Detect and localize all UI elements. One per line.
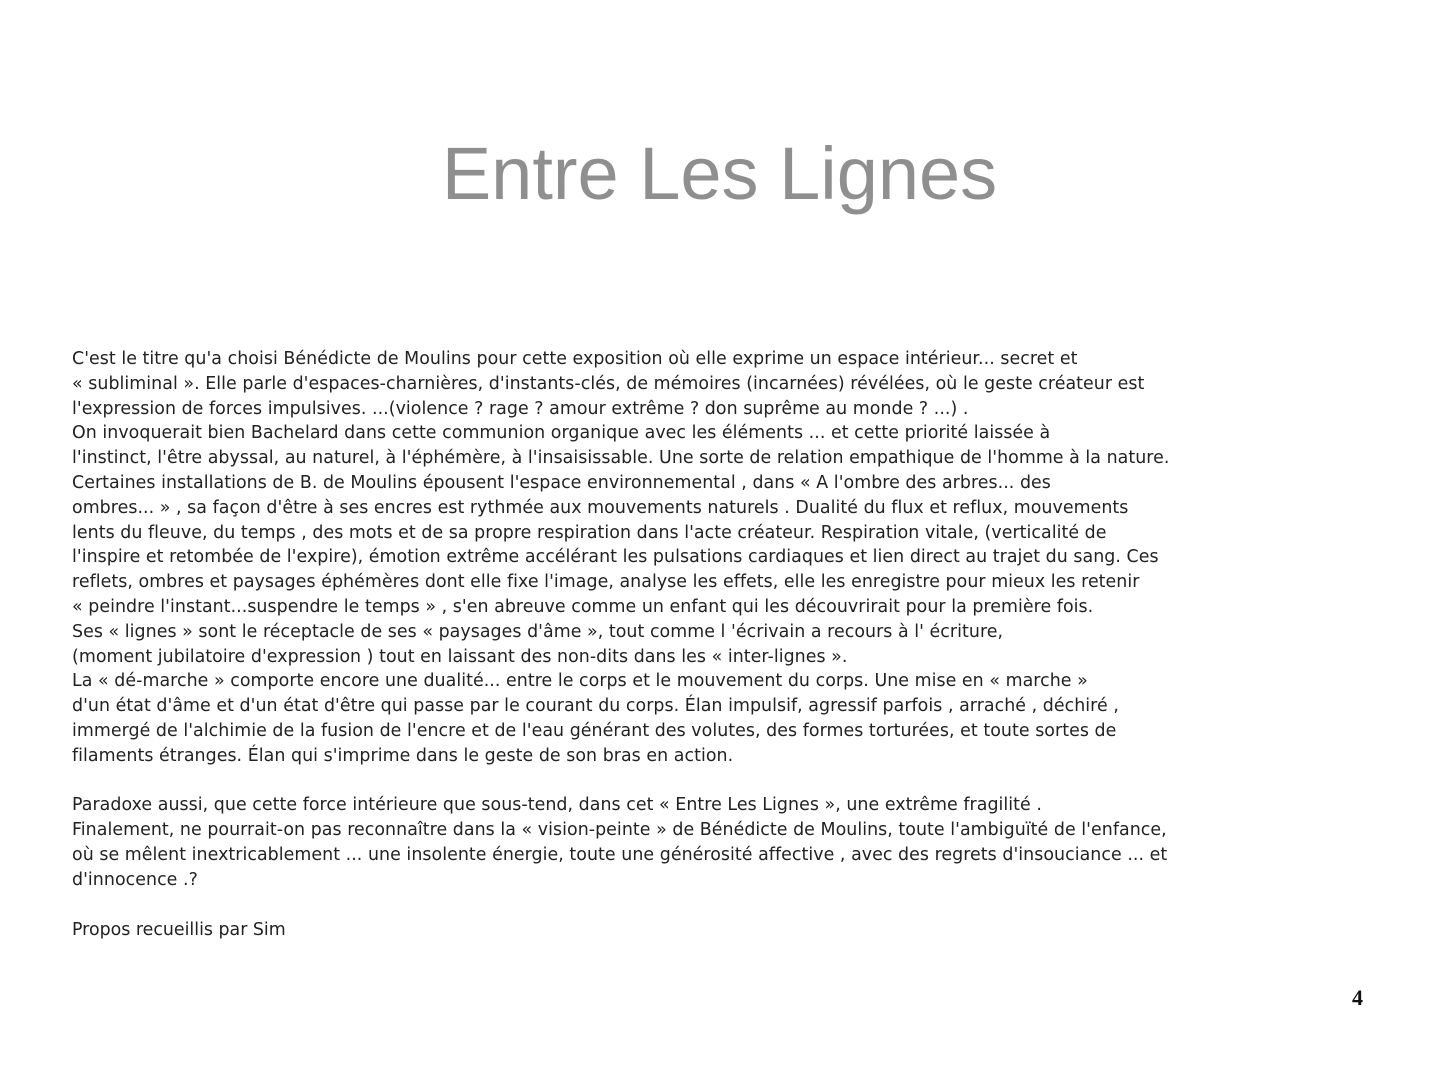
body-line: Certaines installations de B. de Moulins épousent l'espace environnemental , dans « A l'ombre des arbres... des	[72, 472, 1051, 493]
author-credit: Propos recueillis par Sim	[72, 920, 286, 940]
body-line: l'expression de forces impulsives. ...(violence ? rage ? amour extrême ? don suprême au monde ? ...) .	[72, 398, 969, 419]
body-line: On invoquerait bien Bachelard dans cette communion organique avec les éléments ... et cette priorité laissée à	[72, 423, 1051, 444]
body-line: « subliminal ». Elle parle d'espaces-charnières, d'instants-clés, de mémoires (incarnées) révélées, où le geste créateur est	[72, 373, 1145, 394]
body-line: d'un état d'âme et d'un état d'être qui passe par le courant du corps. Élan impulsif, agressif parfois , arraché , déchiré ,	[72, 696, 1119, 717]
body-line: Ses « lignes » sont le réceptacle de ses « paysages d'âme », tout comme l 'écrivain a recours à l' écriture,	[72, 621, 1004, 642]
body-line: l'instinct, l'être abyssal, au naturel, à l'éphémère, à l'insaisissable. Une sorte de relation empathique de l'homme à la nature.	[72, 448, 1170, 469]
body-line: filaments étranges. Élan qui s'imprime dans le geste de son bras en action.	[72, 745, 734, 766]
body-line: reflets, ombres et paysages éphémères dont elle fixe l'image, analyse les effets, elle les enregistre pour mieux les retenir	[72, 572, 1140, 593]
body-line: ombres... » , sa façon d'être à ses encres est rythmée aux mouvements naturels . Dualité du flux et reflux, mouvements	[72, 497, 1129, 518]
paragraph-spacer	[72, 769, 1372, 794]
body-line: C'est le titre qu'a choisi Bénédicte de Moulins pour cette exposition où elle exprime un espace intérieur... secret et	[72, 349, 1078, 369]
body-line: l'inspire et retombée de l'expire), émotion extrême accélérant les pulsations cardiaques et lien direct au trajet du sang. Ces	[72, 547, 1159, 568]
page-title: Entre Les Lignes	[441, 132, 998, 215]
body-line: La « dé-marche » comporte encore une dualité... entre le corps et le mouvement du corps. Une mise en « marche »	[72, 671, 1088, 692]
body-line: Paradoxe aussi, que cette force intérieure que sous-tend, dans cet « Entre Les Lignes », une extrême fragilité .	[72, 795, 1042, 816]
body-line: « peindre l'instant...suspendre le temps » , s'en abreuve comme un enfant qui les découvrirait pour la première fois.	[72, 596, 1094, 617]
body-line: immergé de l'alchimie de la fusion de l'encre et de l'eau générant des volutes, des formes torturées, et toute sortes de	[72, 720, 1117, 741]
body-line: lents du fleuve, du temps , des mots et de sa propre respiration dans l'acte créateur. Respiration vitale, (verticalité de	[72, 522, 1107, 543]
body-line: (moment jubilatoire d'expression ) tout en laissant des non-dits dans les « inter-lignes ».	[72, 646, 848, 667]
article-body	[72, 347, 1372, 893]
body-line: Finalement, ne pourrait-on pas reconnaître dans la « vision-peinte » de Bénédicte de Moulins, toute l'ambiguïté de l'enfance,	[72, 820, 1167, 841]
body-line: d'innocence .?	[72, 869, 198, 890]
page-number: 4	[1352, 985, 1363, 1010]
body-line: où se mêlent inextricablement ... une insolente énergie, toute une générosité affective , avec des regrets d'insouciance ... et	[72, 844, 1168, 865]
